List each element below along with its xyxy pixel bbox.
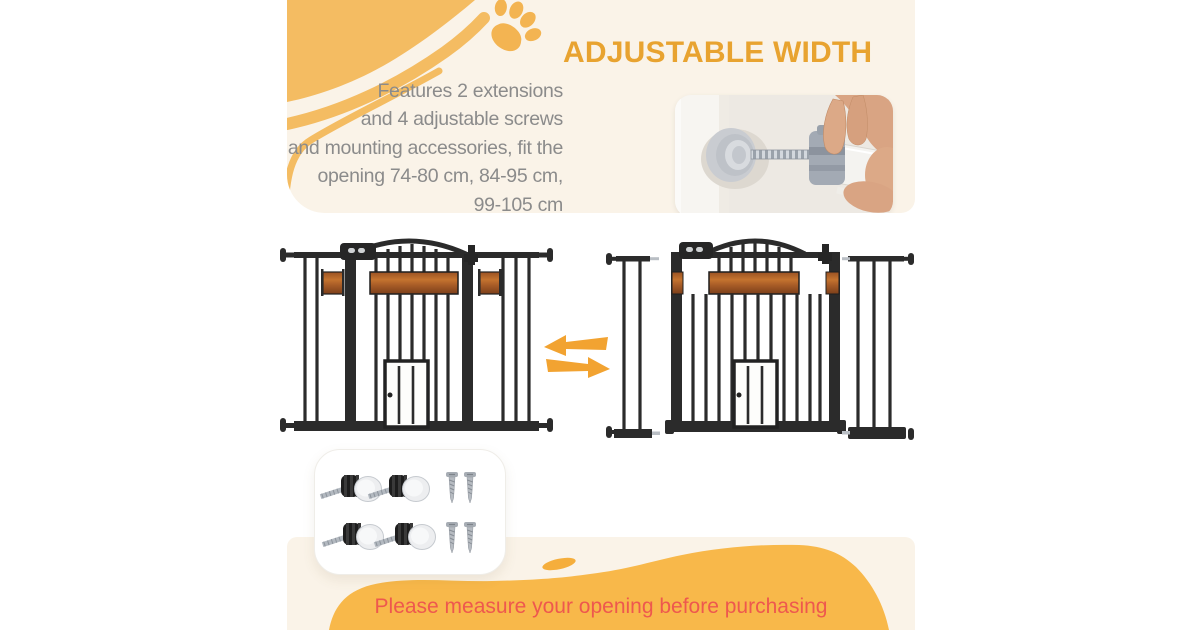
hero-panel <box>287 0 915 213</box>
feature-description-line: and 4 adjustable screws <box>360 108 563 131</box>
feature-description-line: Features 2 extensions <box>377 80 563 102</box>
pet-gate-main-frame <box>665 238 846 446</box>
wide-extension-piece <box>842 245 916 445</box>
banner-message: Please measure your opening before purchasing <box>374 595 828 618</box>
paw-print-icon <box>473 0 545 64</box>
photo-illustration <box>675 95 893 213</box>
swap-arrows-icon <box>544 332 610 384</box>
mounting-accessories-kit <box>314 449 506 575</box>
feature-description-line: opening 74-80 cm, 84-95 cm, <box>317 165 563 188</box>
pet-gate-assembled-with-extensions <box>278 238 555 446</box>
section-title: ADJUSTABLE WIDTH <box>563 36 873 69</box>
four-screw-knobs-and-four-screws <box>315 450 505 574</box>
hand-adjusting-pressure-mount-screw-photo <box>675 95 893 213</box>
feature-description-line: and mounting accessories, fit the <box>287 136 563 159</box>
narrow-extension-piece <box>604 245 660 445</box>
feature-description <box>287 77 563 213</box>
feature-description-line: 99-105 cm <box>473 193 563 213</box>
